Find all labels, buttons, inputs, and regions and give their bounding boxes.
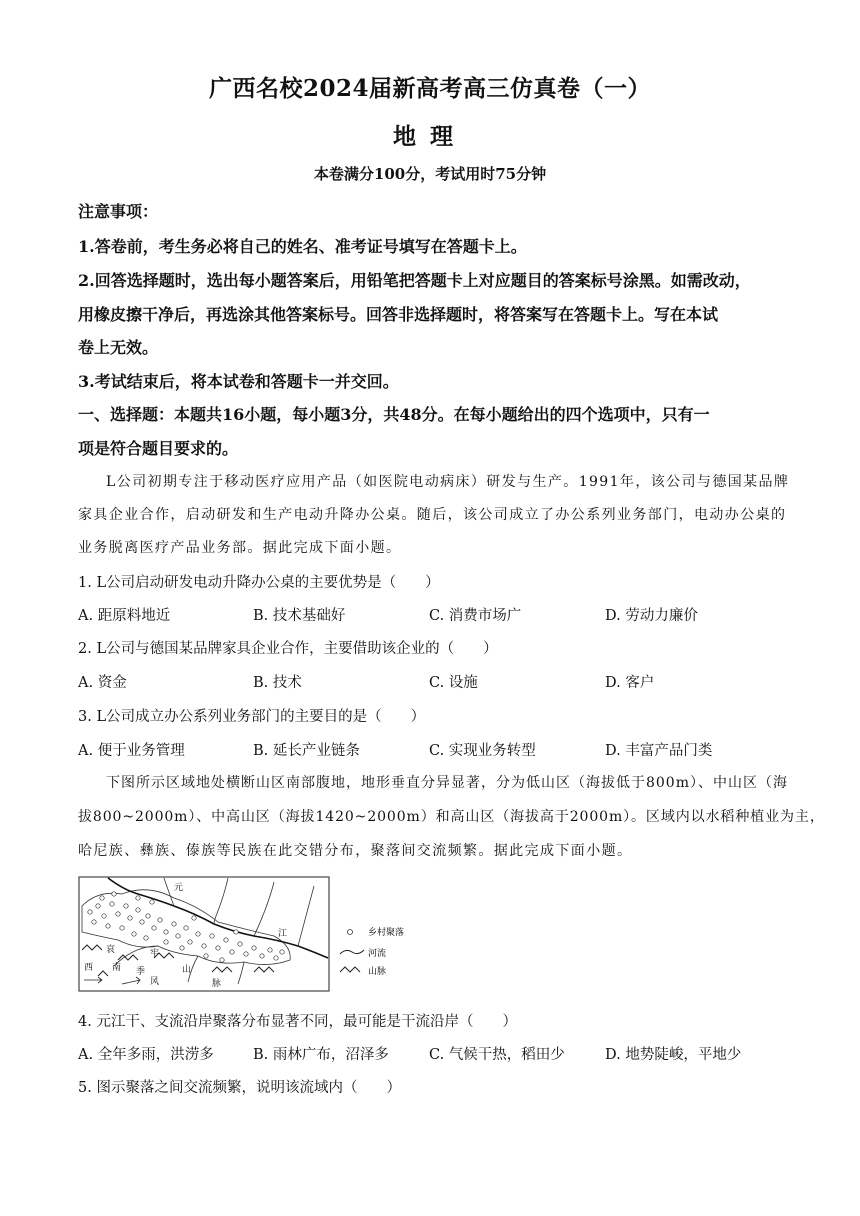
- question-2-stem: 2. L公司与德国某品牌家具企业合作，主要借助该企业的（ ）: [78, 641, 498, 657]
- subject-title: 地理: [393, 123, 467, 150]
- legend-settlement-label: 乡村聚落: [368, 928, 405, 938]
- question-4-option-a: A. 全年多雨，洪涝多: [78, 1047, 214, 1063]
- passage-1-line-1: L公司初期专注于移动医疗应用产品（如医院电动病床）研发与生产。1991年，该公司与德国某品牌: [106, 474, 790, 490]
- map-label-xi: 西: [84, 963, 94, 973]
- question-2-option-d: D. 客户: [605, 675, 655, 691]
- question-4-option-b: B. 雨林广布，沼泽多: [253, 1047, 389, 1063]
- passage-1-line-3: 业务脱离医疗产品业务部。据此完成下面小题。: [78, 540, 402, 556]
- question-4-option-d: D. 地势陡峻，平地少: [605, 1047, 742, 1063]
- map-label-shan: 山: [182, 965, 192, 975]
- question-3-stem: 3. L公司成立办公系列业务部门的主要目的是（ ）: [78, 709, 426, 725]
- question-2-option-c: C. 设施: [429, 675, 478, 691]
- yuanjiang-basin-map: [78, 876, 330, 992]
- question-5-stem: 5. 图示聚落之间交流频繁，说明该流域内（ ）: [78, 1080, 401, 1096]
- passage-2-line-1: 下图所示区域地处横断山区南部腹地，地形垂直分异显著，分为低山区（海拔低于800m）、中山区（海: [106, 775, 788, 791]
- exam-meta: 本卷满分100分，考试用时75分钟: [313, 165, 547, 183]
- legend-mountain-label: 山脉: [368, 967, 387, 977]
- question-3-option-c: C. 实现业务转型: [429, 743, 536, 759]
- question-1-stem: 1. L公司启动研发电动升降办公桌的主要优势是（ ）: [78, 575, 440, 591]
- question-2-option-b: B. 技术: [253, 675, 302, 691]
- notes-heading: 注意事项：: [78, 202, 159, 221]
- map-label-ji: 季: [136, 967, 146, 977]
- note-2-line-2: 用橡皮擦干净后，再选涂其他答案标号。回答非选择题时，将答案写在答题卡上。写在本试: [78, 305, 719, 324]
- question-4-stem: 4. 元江干、支流沿岸聚落分布显著不同，最可能是干流沿岸（ ）: [78, 1014, 517, 1030]
- legend-river-label: 河流: [368, 949, 387, 959]
- question-3-option-b: B. 延长产业链条: [253, 743, 360, 759]
- map-label-yuan: 元: [174, 883, 184, 893]
- question-3-option-d: D. 丰富产品门类: [605, 743, 713, 759]
- question-1-option-d: D. 劳动力廉价: [605, 608, 698, 624]
- question-2-option-a: A. 资金: [78, 675, 127, 691]
- passage-1-line-2: 家具企业合作，启动研发和生产电动升降办公桌。随后，该公司成立了办公系列业务部门，电动办公桌的: [78, 507, 787, 523]
- note-2-line-3: 卷上无效。: [78, 338, 159, 357]
- section-heading-line-2: 项是符合题目要求的。: [78, 439, 239, 458]
- settlement-legend-icon: [348, 930, 353, 935]
- map-label-lao: 牢: [150, 949, 160, 959]
- section-heading-line-1: 一、选择题：本题共16小题，每小题3分，共48分。在每小题给出的四个选项中，只有一: [78, 405, 710, 424]
- passage-2-line-3: 哈尼族、彝族、傣族等民族在此交错分布，聚落间交流频繁。据此完成下面小题。: [78, 843, 633, 859]
- note-3: 3.考试结束后，将本试卷和答题卡一并交回。: [78, 372, 399, 391]
- map-label-mai: 脉: [212, 979, 222, 989]
- question-1-option-c: C. 消费市场广: [429, 608, 522, 624]
- note-2-line-1: 2.回答选择题时，选出每小题答案后，用铅笔把答题卡上对应题目的答案标号涂黑。如需改动，: [78, 271, 751, 290]
- note-1: 1.答卷前，考生务必将自己的姓名、准考证号填写在答题卡上。: [78, 237, 527, 256]
- page-title: 广西名校2024届新高考高三仿真卷（一）: [208, 75, 651, 102]
- question-1-option-b: B. 技术基础好: [253, 608, 346, 624]
- map-label-feng: 风: [150, 977, 160, 987]
- mountain-legend-icon: [340, 967, 360, 972]
- river-legend-icon: [340, 950, 364, 954]
- question-3-option-a: A. 便于业务管理: [78, 743, 185, 759]
- question-4-option-c: C. 气候干热，稻田少: [429, 1047, 565, 1063]
- question-1-option-a: A. 距原料地近: [78, 608, 171, 624]
- map-label-nan: 南: [112, 963, 122, 973]
- map-legend: [338, 926, 428, 982]
- map-label-ai: 哀: [106, 945, 116, 955]
- passage-2-line-2: 拔800~2000m）、中高山区（海拔1420~2000m）和高山区（海拔高于2000m）。区域内以水稻种植业为主，: [78, 809, 825, 825]
- map-label-jiang: 江: [278, 929, 288, 939]
